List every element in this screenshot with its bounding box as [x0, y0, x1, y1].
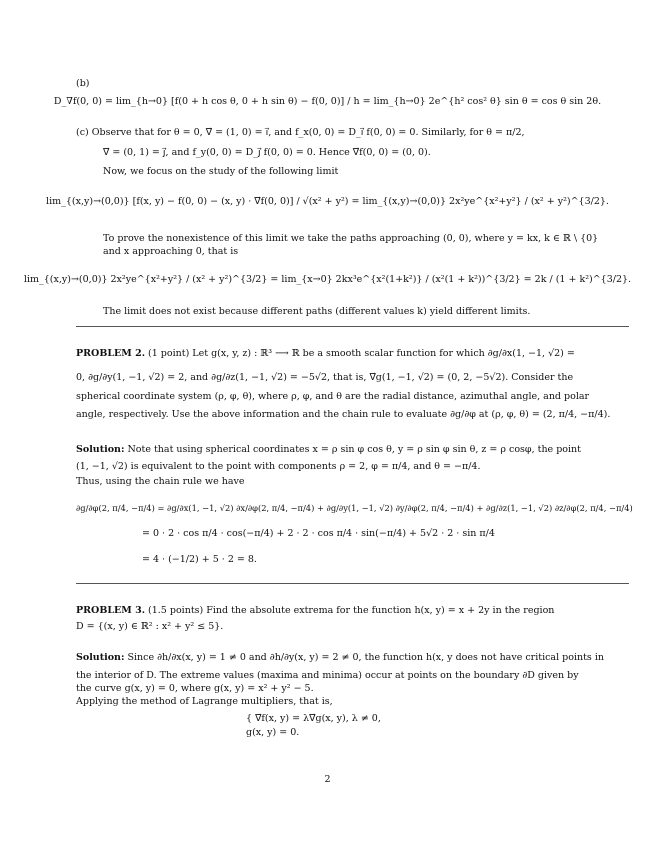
- problem-3-line-2: D = {(x, y) ∈ ℝ² : x² + y² ≤ 5}.: [76, 621, 224, 632]
- problem-2-statement-1: (1 point) Let g(x, y, z) : ℝ³ ⟶ ℝ be a smooth scalar function for which ∂g/∂x(1, −1, √2) =: [145, 348, 575, 359]
- part-c-line-5: and x approaching 0, that is: [103, 246, 239, 257]
- problem-2-heading: PROBLEM 2.: [76, 348, 146, 359]
- part-b-equation: D_∇f(0, 0) = lim_{h→0} [f(0 + h cos θ, 0 + h sin θ) − f(0, 0)] / h = lim_{h→0} 2e^{h² cos² θ} sin θ = cos θ sin 2θ.: [53, 96, 602, 107]
- problem-2-solution-line-3: Thus, using the chain rule we have: [76, 476, 245, 487]
- part-c-line-3: Now, we focus on the study of the following limit: [103, 166, 339, 177]
- problem-3-line-1: [76, 605, 554, 617]
- problem-3-solution-text-1: Since ∂h/∂x(x, y) = 1 ≠ 0 and ∂h/∂y(x, y) = 2 ≠ 0, the function h(x, y does not have critical points in: [124, 652, 604, 663]
- problem-2-line-2: 0, ∂g/∂y(1, −1, √2) = 2, and ∂g/∂z(1, −1, √2) = −5√2, that is, ∇⃗g(1, −1, √2) = (0, 2, −5√2). Consider the: [76, 372, 574, 383]
- part-c-conclusion: The limit does not exist because different paths (different values k) yield different limits.: [103, 306, 531, 317]
- section-divider: [76, 583, 629, 584]
- page-number: 2: [324, 774, 331, 785]
- problem-3-solution-label: Solution:: [76, 652, 125, 663]
- chain-rule-line-3: = 4 · (−1/2) + 5 · 2 = 8.: [142, 554, 257, 565]
- section-divider: [76, 326, 629, 327]
- problem-2-line-3: spherical coordinate system (ρ, φ, θ), where ρ, φ, and θ are the radial distance, azimuthal angle, and polar: [76, 391, 590, 402]
- part-c-limit-equation: lim_{(x,y)→(0,0)} [f(x, y) − f(0, 0) − (x, y) · ∇⃗f(0, 0)] / √(x² + y²) = lim_{(x,y)→(0,0)} 2x²ye^{x²+y²} / (x² + y²)^{3/2}.: [46, 196, 609, 207]
- problem-2-solution-line-2: (1, −1, √2) is equivalent to the point with components ρ = 2, φ = π/4, and θ = −π/4.: [76, 461, 481, 472]
- problem-3-heading: PROBLEM 3.: [76, 605, 146, 616]
- problem-3-statement-1: (1.5 points) Find the absolute extrema for the function h(x, y) = x + 2y in the region: [145, 605, 555, 616]
- part-c-line-4: To prove the nonexistence of this limit we take the paths approaching (0, 0), where y = kx, k ∈ ℝ \ {0}: [103, 233, 599, 244]
- lagrange-system-line-2: g(x, y) = 0.: [246, 727, 300, 738]
- problem-3-solution-line-2: the interior of D. The extreme values (maxima and minima) occur at points on the boundary ∂D given by: [76, 670, 579, 681]
- problem-2-line-4: angle, respectively. Use the above information and the chain rule to evaluate ∂g/∂φ at (ρ, φ, θ) = (2, π/4, −π/4).: [76, 409, 611, 420]
- problem-3-solution-line-3: the curve g(x, y) = 0, where g(x, y) = x² + y² − 5.: [76, 683, 314, 694]
- chain-rule-line-1: ∂g/∂φ(2, π/4, −π/4) = ∂g/∂x(1, −1, √2) ∂x/∂φ(2, π/4, −π/4) + ∂g/∂y(1, −1, √2) ∂y/∂φ(2, π/4, −π/4) + ∂g/∂z(1, −1, √2) ∂z/∂φ(2, π/4, −π/4): [76, 503, 633, 513]
- part-c-line-2: ∇⃗ = (0, 1) = ȷ⃗, and f_y(0, 0) = D_ȷ⃗ f(0, 0) = 0. Hence ∇⃗f(0, 0) = (0, 0).: [103, 147, 431, 158]
- problem-2-solution-text-1: Note that using spherical coordinates x = ρ sin φ cos θ, y = ρ sin φ sin θ, z = ρ cosφ, the point: [124, 444, 581, 455]
- part-c-line-1: (c) Observe that for θ = 0, ∇⃗ = (1, 0) = ı⃗, and f_x(0, 0) = D_ı⃗ f(0, 0) = 0. Similarly, for θ = π/2,: [76, 127, 525, 138]
- problem-3-solution-line-4: Applying the method of Lagrange multipliers, that is,: [76, 696, 333, 707]
- problem-2-solution-line-1: [76, 444, 581, 456]
- part-b-label: (b): [76, 78, 90, 89]
- part-c-path-equation: lim_{(x,y)→(0,0)} 2x²ye^{x²+y²} / (x² + y²)^{3/2} = lim_{x→0} 2kx³e^{x²(1+k²)} / (x²(1 + k²))^{3/2} = 2k / (1 + k²)^{3/2}.: [23, 274, 632, 285]
- problem-3-solution-line-1: [76, 652, 604, 664]
- problem-2-line-1: [76, 348, 575, 360]
- lagrange-system-line-1: { ∇⃗f(x, y) = λ∇⃗g(x, y), λ ≠ 0,: [246, 713, 381, 724]
- chain-rule-line-2: = 0 · 2 · cos π/4 · cos(−π/4) + 2 · 2 · cos π/4 · sin(−π/4) + 5√2 · 2 · sin π/4: [142, 528, 495, 539]
- problem-2-solution-label: Solution:: [76, 444, 125, 455]
